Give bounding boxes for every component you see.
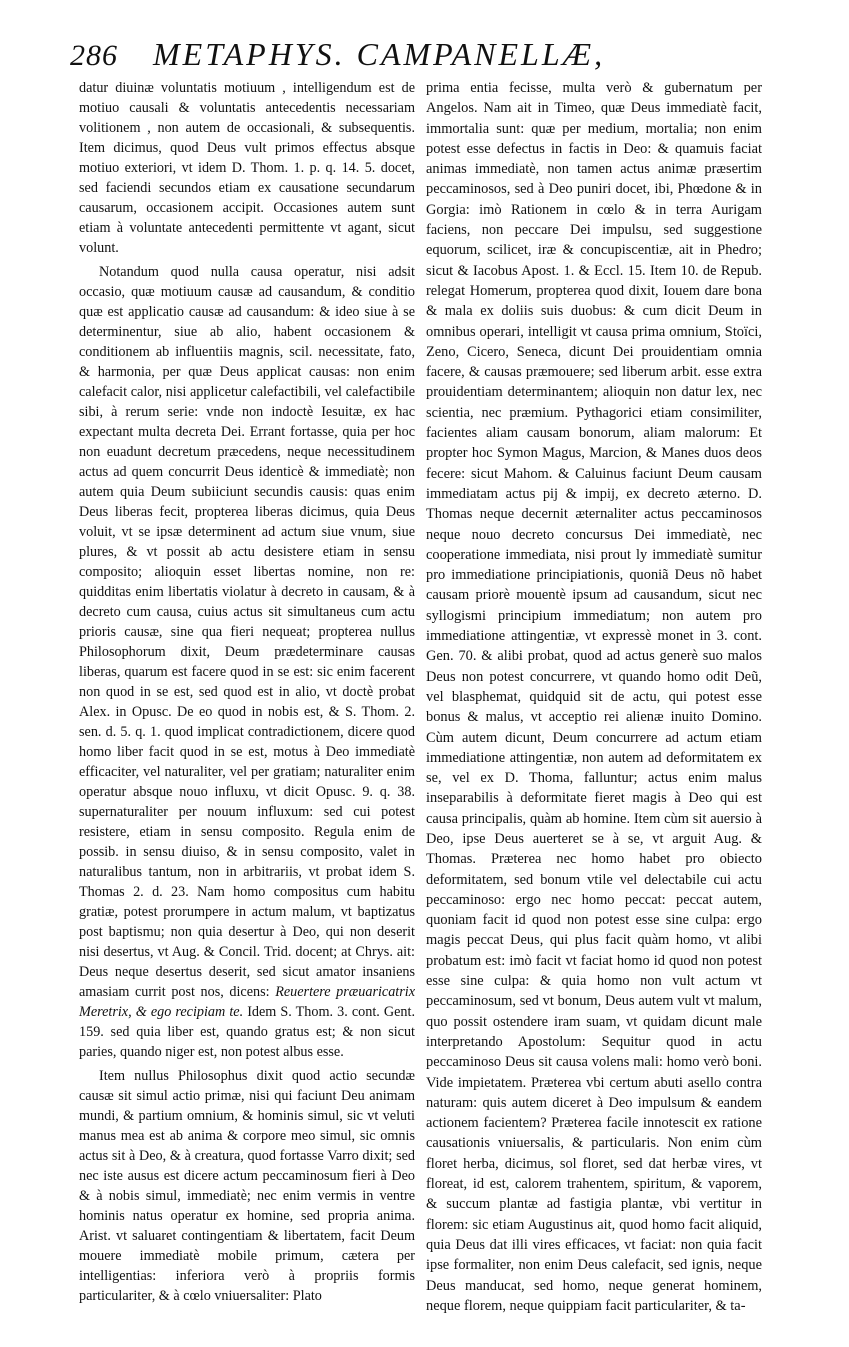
paragraph: prima entia fecisse, multa verò & gubernatum per Angelos. Nam ait in Timeo, quæ Deus immediatè facit, immortalia sunt: quæ per medium, mortalia; non enim potest esse defectus in factis in Deo: & quamuis faciat animas immediatè, non tamen actus animæ præsertim peccaminosos, sed à Deo puniri docet, ibi, Phœdone & in Gorgia: imò Rationem in cœlo & in terra Aurigam faciens, non peccare Dei impulsu, sed suggestione equorum, scilicet, iræ & concupiscentiæ, ait in Phedro; sicut & Iacobus Apost. 1. & Eccl. 15. Item 10. de Repub. relegat Homerum, propterea quod dixit, Iouem dare bona & mala ex doliis suis duobus: & cum dicit Deum in omnibus operari, intelligit vt causa prima omnium, Stoïci, Zeno, Cicero, Seneca, dicunt Dei prouidentiam omnia facere, & causas præmouere; sed liberum arbit. esse extra prouidentiam determinantem; alioquin non datur lex, nec scientia, nec præmium. Pythagorici etiam consimiliter, facientes aliam causam bonorum, aliam malorum: Et propter hoc Symon Magus, Marcion, & Manes duos deos fecere: sicut Mahom. & Caluinus faciunt Deum causam immediatam actus pij & impij, ex decreto æterno. D. Thomas neque decernit æternaliter actus peccaminosos neque nouo decreto concursus Dei immediatè, nec cooperatione immediata, nisi prout ly immediatè sumitur pro immediatione principiationis, quoniã Deus nõ habet causam priorè mouentè ipsum ad causandum, sicut nec syllogismi principium immediatum; non autem pro immediatione attingentiæ, vt expressè monet in 3. cont. Gen. 70. & alibi probat, quod ad actus generè suo malos Deus non potest concurrere, vt quando homo odit Deũ, vel blasphemat, quidquid sit de actu, qui potest esse bonus & malus, vt acceptio rei alienæ inuito Domino. Cùm autem dicunt, Deum concurrere ad actum etiam immediatione attingentiæ, non autem ad deformitatem ex se, vel ex D. Thoma, falluntur; actus enim malus inseparabilis à deformitate fieret magis à Deo qui est causa principalis, quàm ab homine. Item cùm sit auersio à Deo, ipse Deus auerteret se à se, vt arguit Aug. & Thomas. Præterea nec homo habet pro obiecto deformitatem, sed bonum vtile vel delectabile cui actu peccaminoso: ergo nec homo peccat: peccat autem, quoniam facit id quod non potest esse sine culpa: ergo magis peccat Deus, qui plus facit quàm homo, vt alibi probatum est: imò facit vt faciat homo id quod non potest esse sine culpa: & quia homo non vult actum vt peccaminosum, sed vt bonum, Deus autem vult vt malum, quo possit ostendere iram suam, vt quidam dicunt male interpretando Apostolum: Sequitur quod in actu peccaminoso Deus sit causa volens mali: homo verò boni. Vide impietatem. Præterea vbi certum abuti asello contra naturam: quis autem diceret à Deo impulsum & eandem actionem facientem? Præterea facile innotescit ex ratione causationis vniuersalis, & particularis. Non enim cùm floret herba, dicimus, sol floret, sed dat herbæ vires, vt floreat, id est, calorem trahentem, spiritum, & vaporem, & succum plantæ ad fastigia plantæ, vbi vertitur in florem: sic etiam Augustinus ait, quod homo facit aliquid, quia Deus dat illi vires efficaces, vt faciat: non quia facit ipse formaliter, non enim Deus calefacit, sed ignis, neque Deus manducat, sed homo, neque generat hominem, neque florem, neque quippiam facit particulariter, & ta- <box>426 80 762 1314</box>
left-column <box>79 78 415 1306</box>
italic-quote: Reuertere præuaricatrix Meretrix, & ego recipiam te. <box>79 984 416 1020</box>
page-number: 286 <box>70 39 118 72</box>
paragraph: datur diuinæ voluntatis motiuum , intelligendum est de motiuo causali & voluntatis antecedentis necessariam volitionem , non autem de occasionali, & subsequentis. Item dicimus, quod Deus vult primos effectus absque motiuo exteriori, vt idem D. Thom. 1. p. q. 14. 5. docet, sed faciendi secundos etiam ex causatione secundarum causarum, occasionem accipit. Occasiones autem sunt etiam à voluntate antecedenti permittente vt agant, sicut volunt. <box>79 80 415 256</box>
paragraph-text: Item nullus Philosophus dixit quod actio secundæ causæ sit simul actio primæ, nisi qui faciunt Deu animam mundi, & partium omnium, & hominis simul, sic vt veluti manus mea est ab anima & corpore meo simul, sic omnis actus sit à Deo, & à creatura, quod fortasse Varro dixit; sed nec iste ausus est dicere actum peccaminosum fieri à Deo & à nobis simul, immediatè; nec enim vermis in ventre hominis natus operatur ex homine, sed propria anima. Arist. vt saluaret contingentiam & libertatem, facit Deum mouere immediatè mobile primum, cætera per intelligentias: inferiora verò à propriis formis particulariter, & à cœlo vniuersaliter: <box>79 1068 415 1304</box>
running-header <box>70 36 770 76</box>
paragraph-text: Idem S. Thom. 3. cont. Gent. 159. sed quia liber est, quando gratus est; & non sicut paries, quando niger est, non potest albus esse. <box>79 1004 415 1060</box>
catchword: Plato <box>292 1288 322 1304</box>
right-column <box>426 78 762 1316</box>
running-title: METAPHYS. CAMPANELLÆ, <box>153 36 606 72</box>
paragraph-text: Notandum quod nulla causa operatur, nisi adsit occasio, quæ motiuum causæ ad causandum, & conditio quæ est applicatio causæ ad causandum: & ideo siue à se determinentur, siue ab alio, habent occasionem & conditionem ab influentiis magnis, scil. necessitate, fato, & harmonia, per quæ Deus applicat causas: non enim calefacit calor, nisi applicetur calefactibili, vel calefactibile sibi, à rerum serie: vnde non indoctè Iesuitæ, ex hac expectant multa decreta Dei. Errant fortasse, quia per hoc non euadunt decretum præcedens, neque necessitudinem actus ad quem concurrit Deus identicè & immediatè; non autem quia Deum subiiciunt secundis causis: quas enim Deus liberas fecit, propterea liberas dicimus, quia Deus voluit, vt se ipsæ determinent ad actum siue vnum, siue plures, & vt possit ab actu desistere etiam in sensu composito; alioquin esset libertas nomine, non re: quidditas enim libertatis violatur à decreto in causam, & à decreto cum causa, cuius actus sit simultaneus cum actu prioris causæ, sine qua fieri nequeat; propterea nullus Philosophorum dixit, Deum prædeterminare causas liberas, quarum est facere quod in se est: sic enim facerent non quod in se est, sed quod est in alio, vt doctè probat Alex. in Opusc. De eo quod in nobis est, & S. Thom. 2. sen. d. 5. q. 1. quod implicat contradictionem, dicere quod homo liber facit quod in se est, motus à Deo immediatè efficaciter, vel naturaliter, vel per gratiam; naturaliter enim operatur absque nouo influxu, vt dicit Opusc. 9. q. 38. supernaturaliter per nouum influxum: sed cui potest resistere, etiam in sensu composito. Regula enim de possib. in sensu diuiso, & in sensu composito, valet in naturalibus tantum, non in arbitrariis, vt probat idem S. Thomas 2. d. 23. Nam homo compositus cum habitu gratiæ, potest prorumpere in actum malum, vt baptizatus post baptismu; non quia desertur à Deo, qui non deserit nisi desertus, vt Aug. & Concil. Trid. docent; at Chrys. ait: Deus neque desertus deserit, sed sicut amator insaniens amasiam currit post nos, dicens: <box>79 264 415 1000</box>
paragraph <box>79 1066 415 1306</box>
paragraph <box>79 262 415 1062</box>
